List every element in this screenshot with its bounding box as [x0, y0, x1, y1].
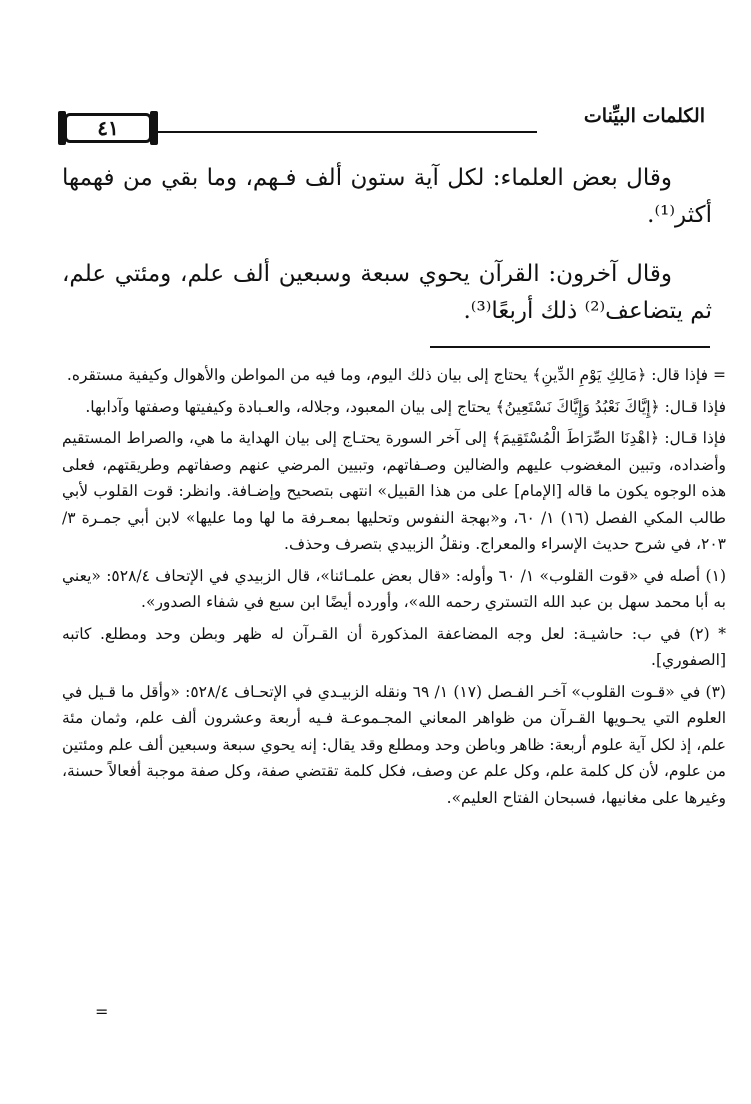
footnote-continuation: = فإذا قال: ﴿مَالِكِ يَوْمِ الدِّينِ﴾ يحتاج إلى بيان ذلك اليوم، وما فيه من المواطن والأهوال وكيفية مستقره. [66, 366, 726, 384]
running-title: الكلمات البيِّنات [583, 105, 705, 127]
footnotes [62, 362, 726, 816]
footnote-continuation: فإذا قـال: ﴿اهْدِنَا الصِّرَاطَ الْمُسْتَقِيمَ﴾ إلى آخر السورة يحتـاج إلى بيان الهداية ما هي، والصراط المستقيم وأضداده، وتبين المغضوب عليهم والضالين وصـفاتهم، وتبيين المرضي عنهم وصفاتهم وطريقتهم، فعلى هذه الوجوه يكون ما قاله [الإمام] على من هذا القبيل» انتهى بتصحيح وإضـافة. وانظر: قوت القلوب لأبي طالب المكي الفصل (١٦) ١/ ٦٠، و«بهجة النفوس وتحليها بمعـرفة ما لها وما عليها» لابن أبي جمـرة ٣/ ٢٠٣، في شرح حديث الإسراء والمعراج. ونقلُ الزبيدي بتصرف وحذف. [62, 429, 726, 553]
footnote-continuation: فإذا قـال: ﴿إِيَّاكَ نَعْبُدُ وَإِيَّاكَ نَسْتَعِينُ﴾ يحتاج إلى بيان المعبود، وجلاله، والعـبادة وكيفيتها وصفتها وآدابها. [85, 397, 726, 416]
main-text [62, 160, 712, 352]
footnote-2: * (٢) في ب: حاشيـة: لعل وجه المضاعفة المذكورة أن القـرآن له ظهر وبطن وحد ومطلع. كاتبه [الصفوري]. [62, 624, 726, 669]
footnote-1: (١) أصله في «قوت القلوب» ١/ ٦٠ وأوله: «قال بعض علمـائنا»، قال الزبيدي في الإتحاف ٥٢٨/٤: «يعني به أبا محمد سهل بن عبد الله التستري رحمه الله»، وأورده أيضًا ابن سبع في شفاء الصدور». [62, 566, 726, 611]
page-header [40, 95, 705, 145]
page-number: ٤١ [64, 113, 152, 143]
header-rule [140, 131, 537, 133]
continuation-mark: = [95, 1002, 109, 1021]
main-paragraph: وقال آخرون: القرآن يحوي سبعة وسبعين ألف علم، ومئتي علم، ثم يتضاعف⁽²⁾ ذلك أربعًا⁽³⁾. [62, 261, 712, 324]
main-paragraph: وقال بعض العلماء: لكل آية ستون ألف فـهم، وما بقي من فهمها أكثر⁽¹⁾. [62, 165, 712, 228]
footnote-separator [430, 346, 710, 348]
footnote-3: (٣) في «قـوت القلوب» آخـر الفـصل (١٧) ١/ ٦٩ ونقله الزبيـدي في الإتحـاف ٥٢٨/٤: «وأقل ما قـيل في العلوم التي يحـويها القـرآن من ظواهر المعاني المجـموعـة فـيه أربعة وعشرون ألف علم، وثمان مئة علم، إذ لكل آية علوم أربعة: ظاهر وباطن وحد ومطلع وقد يقال: إنه يحوي سبعة وسبعين ألف علم ومئتين من علوم، لأن كل كلمة علم، وكل علم عن وصف، فكل كلمة تقتضي صفة، وكل صفة موجبة أفعالاً حسنة، وغيرها على مغانيها، فسبحان الفتاح العليم». [62, 682, 726, 807]
